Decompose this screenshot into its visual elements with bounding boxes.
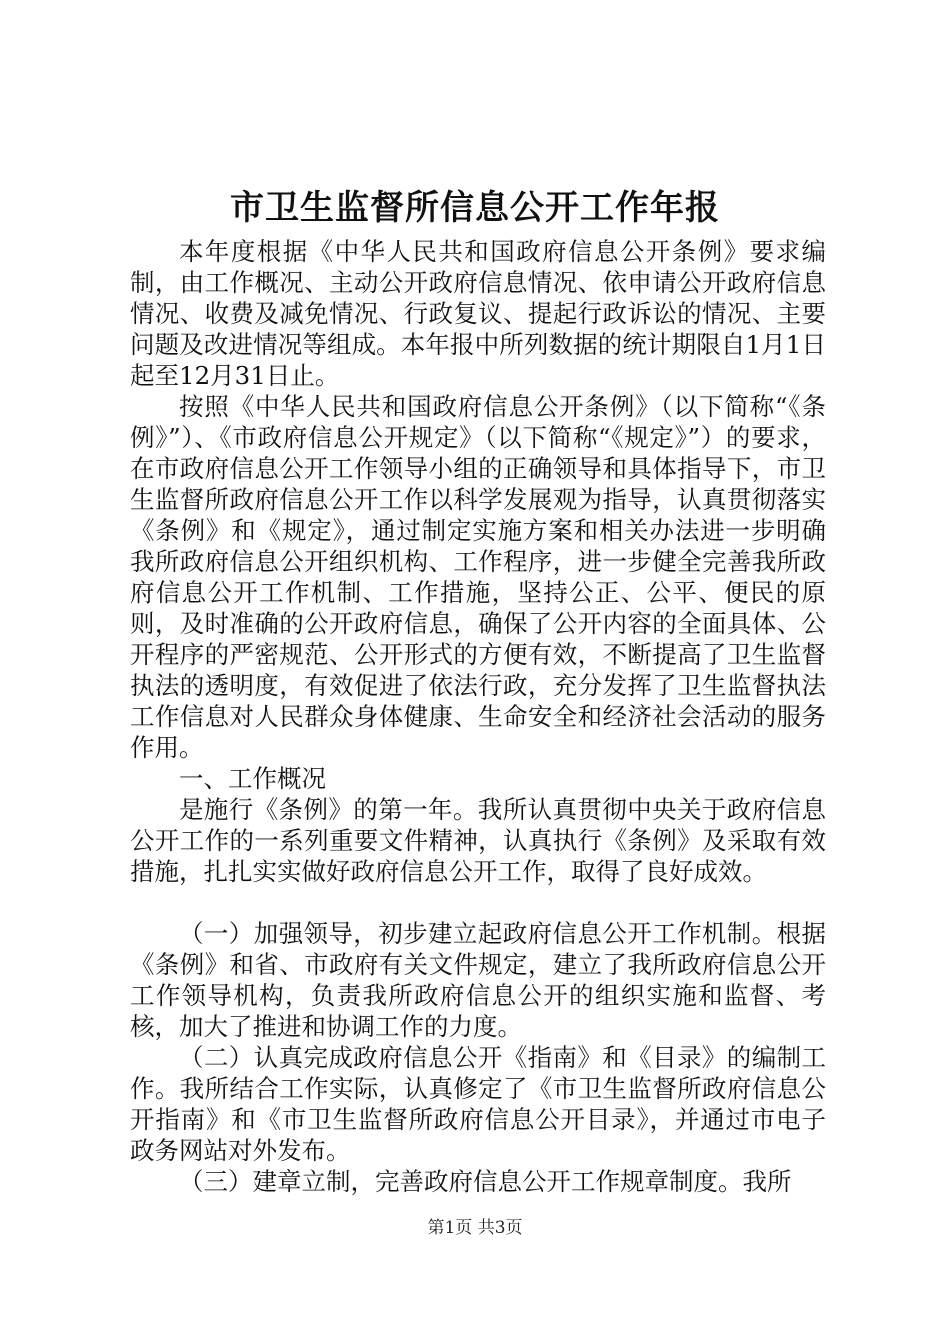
item-2-paragraph: （二）认真完成政府信息公开《指南》和《目录》的编制工作。我所结合工作实际，认真修定了《市卫生监督所政府信息公开指南》和《市卫生监督所政府信息公开目录》，并通过市电子政务网站对外发布。	[130, 1043, 826, 1165]
overview-paragraph: 是施行《条例》的第一年。我所认真贯彻中央关于政府信息公开工作的一系列重要文件精神，认真执行《条例》及采取有效措施，扎扎实实做好政府信息公开工作，取得了良好成效。	[130, 795, 826, 886]
item-1-paragraph: （一）加强领导，初步建立起政府信息公开工作机制。根据《条例》和省、市政府有关文件规定，建立了我所政府信息公开工作领导机构，负责我所政府信息公开的组织实施和监督、考核，加大了推进和协调工作的力度。	[130, 919, 826, 1041]
background-paragraph: 按照《中华人民共和国政府信息公开条例》（以下简称“《条例》”）、《市政府信息公开规定》（以下简称“《规定》”）的要求，在市政府信息公开工作领导小组的正确领导和具体指导下，市卫生监督所政府信息公开工作以科学发展观为指导，认真贯彻落实《条例》和《规定》，通过制定实施方案和相关办法进一步明确我所政府信息公开组织机构、工作程序，进一步健全完善我所政府信息公开工作机制、工作措施，坚持公正、公平、便民的原则，及时准确的公开政府信息，确保了公开内容的全面具体、公开程序的严密规范、公开形式的方便有效，不断提高了卫生监督执法的透明度，有效促进了依法行政，充分发挥了卫生监督执法工作信息对人民群众身体健康、生命安全和经济社会活动的服务作用。	[130, 392, 826, 762]
item-3-paragraph: （三）建章立制，完善政府信息公开工作规章制度。我所	[179, 1167, 792, 1196]
intro-paragraph: 本年度根据《中华人民共和国政府信息公开条例》要求编制，由工作概况、主动公开政府信息情况、依申请公开政府信息情况、收费及减免情况、行政复议、提起行政诉讼的情况、主要问题及改进情况等组成。本年报中所列数据的统计期限自1月1日起至12月31日止。	[130, 237, 826, 390]
document-body	[130, 236, 826, 1197]
page-number-footer: 第1页 共3页	[427, 1218, 523, 1238]
document-title: 市卫生监督所信息公开工作年报	[230, 188, 720, 228]
section-heading-overview: 一、工作概况	[179, 764, 326, 793]
